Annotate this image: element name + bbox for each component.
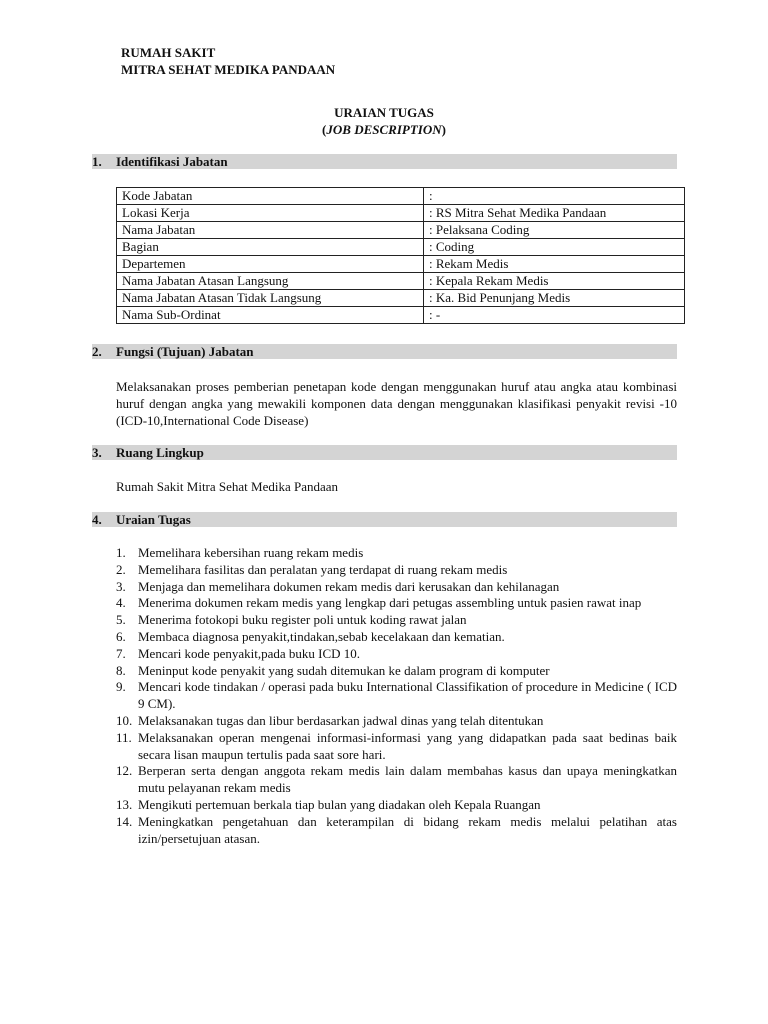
task-text: Menerima dokumen rekam medis yang lengkap dari petugas assembling untuk pasien rawat inap [138,595,642,611]
document-title: URAIAN TUGAS [334,105,434,120]
identification-label: Nama Jabatan Atasan Langsung [117,273,424,290]
task-text: Mencari kode penyakit,pada buku ICD 10. [138,645,361,661]
section-number: 4. [92,512,102,527]
identification-value: : - [424,307,685,324]
task-number: 4. [116,595,126,611]
task-text: Membaca diagnosa penyakit,tindakan,sebab kecelakaan dan kematian. [138,628,505,644]
task-number: 3. [116,578,126,594]
identification-label: Nama Jabatan [117,222,424,239]
function-paragraph: Melaksanakan proses pemberian penetapan kode dengan menggunakan huruf atau angka atau kombinasi huruf dengan angka yang mewakili komponen data dengan menggunakan klasifikasi penyakit revisi -10 (ICD-10,International Code Disease) [116,379,677,428]
task-number: 12. [116,763,133,779]
hospital-name-line2: MITRA SEHAT MEDIKA PANDAAN [121,62,336,77]
identification-value: : Pelaksana Coding [424,222,685,239]
section-number: 1. [92,154,102,169]
identification-row [117,188,685,205]
task-item [116,814,677,848]
subtitle-italic: JOB DESCRIPTION [326,122,442,137]
task-item [116,612,677,629]
section-number: 2. [92,344,102,359]
task-item [116,595,677,612]
identification-value: : Coding [424,239,685,256]
identification-label: Bagian [117,239,424,256]
task-text: Meningkatkan pengetahuan dan keterampilan di bidang rekam medis melalui pelatihan atas izin/persetujuan atasan. [138,813,677,846]
task-number: 14. [116,813,133,829]
task-number: 9. [116,679,126,695]
identification-label: Nama Jabatan Atasan Tidak Langsung [117,290,424,307]
task-item [116,763,677,797]
task-item [116,679,677,713]
task-number: 11. [116,729,132,745]
task-item [116,629,677,646]
task-number: 2. [116,561,126,577]
identification-value: : Rekam Medis [424,256,685,273]
identification-row [117,205,685,222]
section-number: 3. [92,445,102,460]
section-heading-tasks [92,512,677,527]
task-item [116,713,677,730]
identification-table [116,187,685,324]
task-item [116,562,677,579]
hospital-name-line1: RUMAH SAKIT [121,45,216,60]
task-text: Memelihara kebersihan ruang rekam medis [138,545,364,560]
identification-row [117,239,685,256]
task-item [116,663,677,680]
identification-row [117,307,685,324]
document-subtitle [0,121,768,138]
subtitle-close-paren: ) [441,122,446,137]
identification-value: : Ka. Bid Penunjang Medis [424,290,685,307]
identification-label: Lokasi Kerja [117,205,424,222]
identification-label: Departemen [117,256,424,273]
section-heading-scope [92,445,677,460]
section-title: Fungsi (Tujuan) Jabatan [116,344,254,359]
task-text: Melaksanakan tugas dan libur berdasarkan jadwal dinas yang telah ditentukan [138,712,544,728]
identification-value: : RS Mitra Sehat Medika Pandaan [424,205,685,222]
identification-label: Kode Jabatan [117,188,424,205]
section-title: Ruang Lingkup [116,445,204,460]
section-title: Uraian Tugas [116,512,191,527]
task-number: 10. [116,712,133,728]
subtitle-open-paren: ( [322,122,327,137]
identification-row [117,256,685,273]
task-item [116,797,677,814]
task-number: 13. [116,796,133,812]
section-heading-identification [92,154,677,169]
task-number: 5. [116,612,126,628]
hospital-name-block [121,44,335,78]
task-item [116,545,677,562]
task-number: 6. [116,628,126,644]
identification-row [117,290,685,307]
identification-row [117,273,685,290]
task-number: 8. [116,662,126,678]
task-list [116,545,677,847]
task-text: Mencari kode tindakan / operasi pada buku International Classifikation of procedure in Medicine ( ICD 9 CM). [138,679,677,712]
task-text: Memelihara fasilitas dan peralatan yang terdapat di ruang rekam medis [138,561,508,577]
scope-paragraph: Rumah Sakit Mitra Sehat Medika Pandaan [116,479,339,494]
task-number: 7. [116,645,126,661]
task-item [116,579,677,596]
task-text: Menerima fotokopi buku register poli untuk koding rawat jalan [138,612,467,628]
document-title-block [0,104,768,138]
section-heading-function [92,344,677,359]
task-text: Berperan serta dengan anggota rekam medis lain dalam membahas kasus dan upaya meningkatkan mutu pelayanan rekam medis [138,763,677,796]
identification-value: : Kepala Rekam Medis [424,273,685,290]
task-number: 1. [116,545,126,560]
task-item [116,730,677,764]
task-text: Menjaga dan memelihara dokumen rekam medis dari kerusakan dan kehilanagan [138,578,560,594]
identification-label: Nama Sub-Ordinat [117,307,424,324]
identification-row [117,222,685,239]
task-text: Meninput kode penyakit yang sudah ditemukan ke dalam program di komputer [138,662,550,678]
task-item [116,646,677,663]
identification-value: : [424,188,685,205]
task-text: Mengikuti pertemuan berkala tiap bulan yang diadakan oleh Kepala Ruangan [138,796,541,812]
task-text: Melaksanakan operan mengenai informasi-informasi yang yang didapatkan pada saat bedinas baik secara lisan maupun tertulis pada saat sore hari. [138,729,677,762]
section-title: Identifikasi Jabatan [116,154,228,169]
